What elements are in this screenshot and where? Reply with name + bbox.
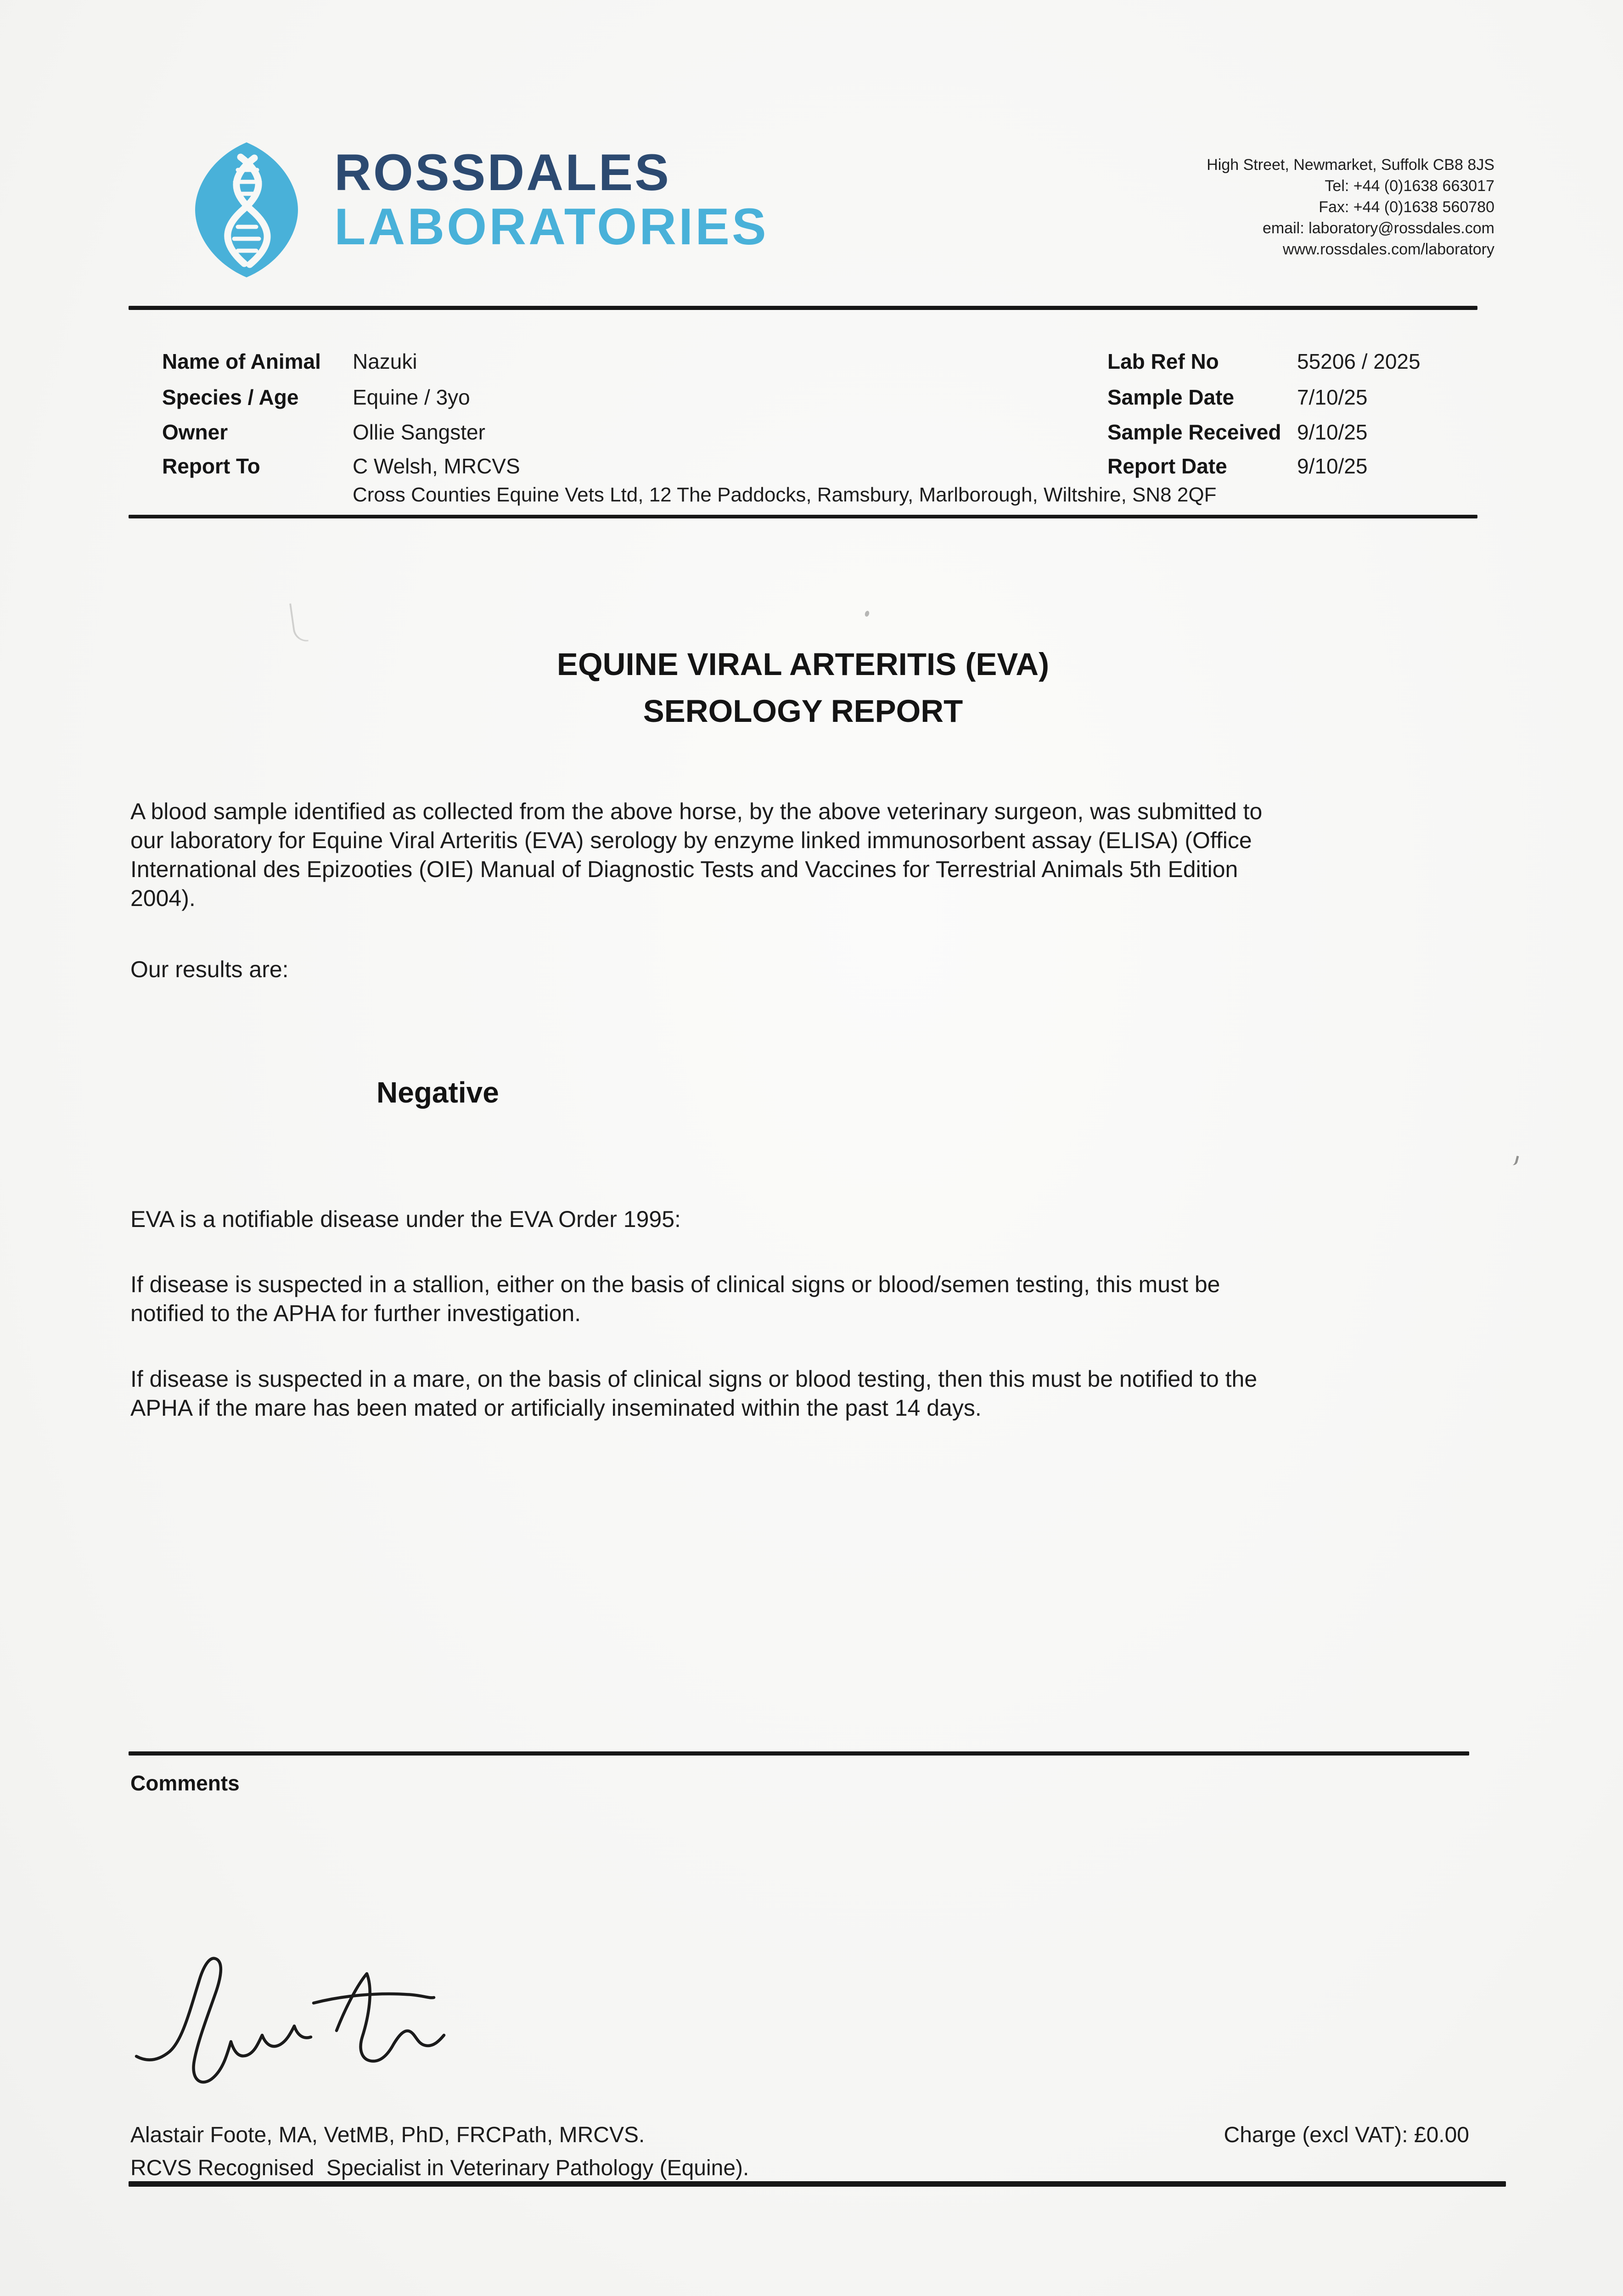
stallion-line: notified to the APHA for further investigation.	[130, 1300, 581, 1326]
lab-address: High Street, Newmarket, Suffolk CB8 8JS	[1207, 156, 1494, 174]
value-name-of-animal: Nazuki	[353, 349, 417, 373]
value-lab-ref-no: 55206 / 2025	[1297, 349, 1421, 373]
label-report-to: Report To	[162, 454, 260, 478]
intro-line: International des Epizooties (OIE) Manual of Diagnostic Tests and Vaccines for Terrestrial Animals 5th Edition	[130, 856, 1238, 882]
scan-artifact	[1511, 1155, 1519, 1166]
label-sample-date: Sample Date	[1107, 385, 1235, 409]
result-value: Negative	[376, 1076, 499, 1109]
intro-line: A blood sample identified as collected from the above horse, by the above veterinary surgeon, was submitted to	[130, 799, 1263, 824]
intro-paragraph	[130, 797, 1262, 913]
value-species-age: Equine / 3yo	[353, 385, 470, 409]
intro-line: our laboratory for Equine Viral Arteritis (EVA) serology by enzyme linked immunosorbent assay (ELISA) (Office	[130, 827, 1252, 853]
header-divider	[129, 306, 1477, 310]
comments-divider	[129, 1751, 1469, 1756]
lab-website: www.rossdales.com/laboratory	[1282, 241, 1494, 258]
value-sample-received: 9/10/25	[1297, 420, 1368, 444]
label-name-of-animal: Name of Animal	[162, 349, 321, 373]
practice-address: Cross Counties Equine Vets Ltd, 12 The Paddocks, Ramsbury, Marlborough, Wiltshire, SN8 2QF	[353, 484, 1217, 506]
pathologist-name: Alastair Foote, MA, VetMB, PhD, FRCPath, MRCVS.	[130, 2123, 645, 2147]
intro-line: 2004).	[130, 885, 196, 911]
pathologist-title: RCVS Recognised Specialist in Veterinary Pathology (Equine).	[130, 2156, 749, 2180]
case-info-divider	[129, 515, 1477, 518]
label-owner: Owner	[162, 420, 228, 444]
signature	[131, 1947, 494, 2094]
lab-tel: Tel: +44 (0)1638 663017	[1325, 177, 1494, 195]
value-sample-date: 7/10/25	[1297, 385, 1368, 409]
footer-divider	[129, 2181, 1506, 2187]
rossdales-logo	[183, 141, 310, 279]
lab-contact-block	[1207, 154, 1494, 260]
report-title-line1: EQUINE VIRAL ARTERITIS (EVA)	[556, 647, 1050, 682]
report-title-line2: SEROLOGY REPORT	[643, 693, 963, 729]
notifiable-statement: EVA is a notifiable disease under the EVA Order 1995:	[130, 1206, 681, 1232]
charge-amount: Charge (excl VAT): £0.00	[1224, 2123, 1469, 2147]
dna-helix-icon	[183, 141, 310, 279]
label-report-date: Report Date	[1107, 454, 1227, 478]
label-sample-received: Sample Received	[1107, 420, 1281, 444]
value-owner: Ollie Sangster	[353, 420, 485, 444]
scan-artifact	[289, 602, 309, 643]
lab-fax: Fax: +44 (0)1638 560780	[1319, 198, 1494, 216]
handwritten-signature-icon	[131, 1947, 494, 2094]
brand-name-laboratories: LABORATORIES	[334, 198, 769, 255]
mare-line: If disease is suspected in a mare, on the basis of clinical signs or blood testing, then this must be notified to the	[130, 1366, 1258, 1392]
report-title	[129, 641, 1477, 735]
mare-paragraph	[130, 1365, 1257, 1423]
stallion-line: If disease is suspected in a stallion, either on the basis of clinical signs or blood/semen testing, this must be	[130, 1272, 1220, 1297]
brand-name-rossdales: ROSSDALES	[334, 144, 671, 201]
lab-email: email: laboratory@rossdales.com	[1262, 219, 1494, 237]
label-lab-ref-no: Lab Ref No	[1107, 349, 1219, 373]
comments-label: Comments	[130, 1771, 240, 1795]
mare-line: APHA if the mare has been mated or artificially inseminated within the past 14 days.	[130, 1395, 982, 1421]
scan-artifact	[864, 610, 870, 617]
stallion-paragraph	[130, 1270, 1220, 1328]
label-species-age: Species / Age	[162, 385, 299, 409]
value-report-to: C Welsh, MRCVS	[353, 454, 520, 478]
value-report-date: 9/10/25	[1297, 454, 1368, 478]
results-intro: Our results are:	[130, 957, 289, 982]
